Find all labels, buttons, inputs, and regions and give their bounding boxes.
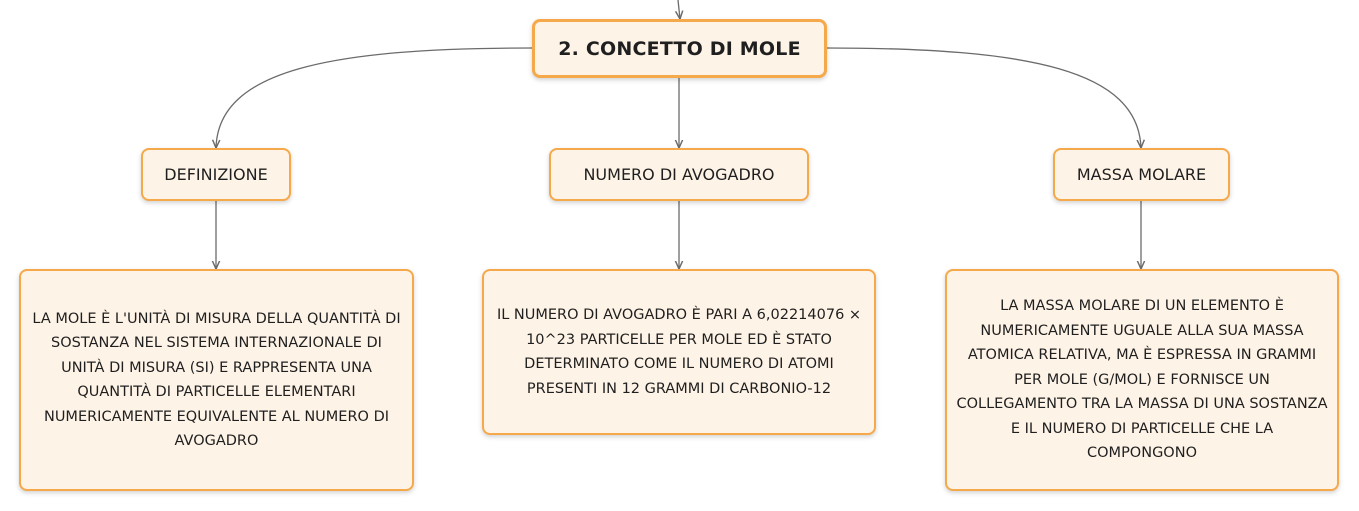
detail-node-massa-molare[interactable] [945,269,1339,491]
connector-incoming-root [678,0,680,19]
topic-label-numero-di-avogadro: NUMERO DI AVOGADRO [583,165,775,184]
connector-root-massa [827,48,1141,148]
topic-node-numero-di-avogadro[interactable] [549,148,809,201]
connector-root-definizione [216,48,532,148]
topic-node-massa-molare[interactable] [1053,148,1230,201]
detail-node-numero-di-avogadro[interactable] [482,269,876,435]
detail-text-numero-di-avogadro: IL NUMERO DI AVOGADRO È PARI A 6,02214076 × 10^23 PARTICELLE PER MOLE ED È STATO DETERMINATO COME IL NUMERO DI ATOMI PRESENTI IN 12 GRAMMI DI CARBONIO-12 [496,307,862,397]
root-topic-label: 2. CONCETTO DI MOLE [558,37,801,60]
topic-label-massa-molare: MASSA MOLARE [1076,165,1207,184]
topic-label-definizione: DEFINIZIONE [164,165,268,184]
detail-node-definizione[interactable] [19,269,414,491]
root-topic-node[interactable] [532,19,827,78]
detail-text-massa-molare: LA MASSA MOLARE DI UN ELEMENTO È NUMERICAMENTE UGUALE ALLA SUA MASSA ATOMICA RELATIVA, MA È ESPRESSA IN GRAMMI PER MOLE (G/MOL) E FORNISCE UN COLLEGAMENTO TRA LA MASSA DI UNA SOSTANZA E IL NUMERO DI PARTICELLE CHE LA COMPONGONO [956,298,1328,462]
detail-text-definizione: LA MOLE È L'UNITÀ DI MISURA DELLA QUANTITÀ DI SOSTANZA NEL SISTEMA INTERNAZIONALE DI UNITÀ DI MISURA (SI) E RAPPRESENTA UNA QUANTITÀ DI PARTICELLE ELEMENTARI NUMERICAMENTE EQUIVALENTE AL NUMERO DI AVOGADRO [32,310,401,449]
topic-node-definizione[interactable] [141,148,291,201]
